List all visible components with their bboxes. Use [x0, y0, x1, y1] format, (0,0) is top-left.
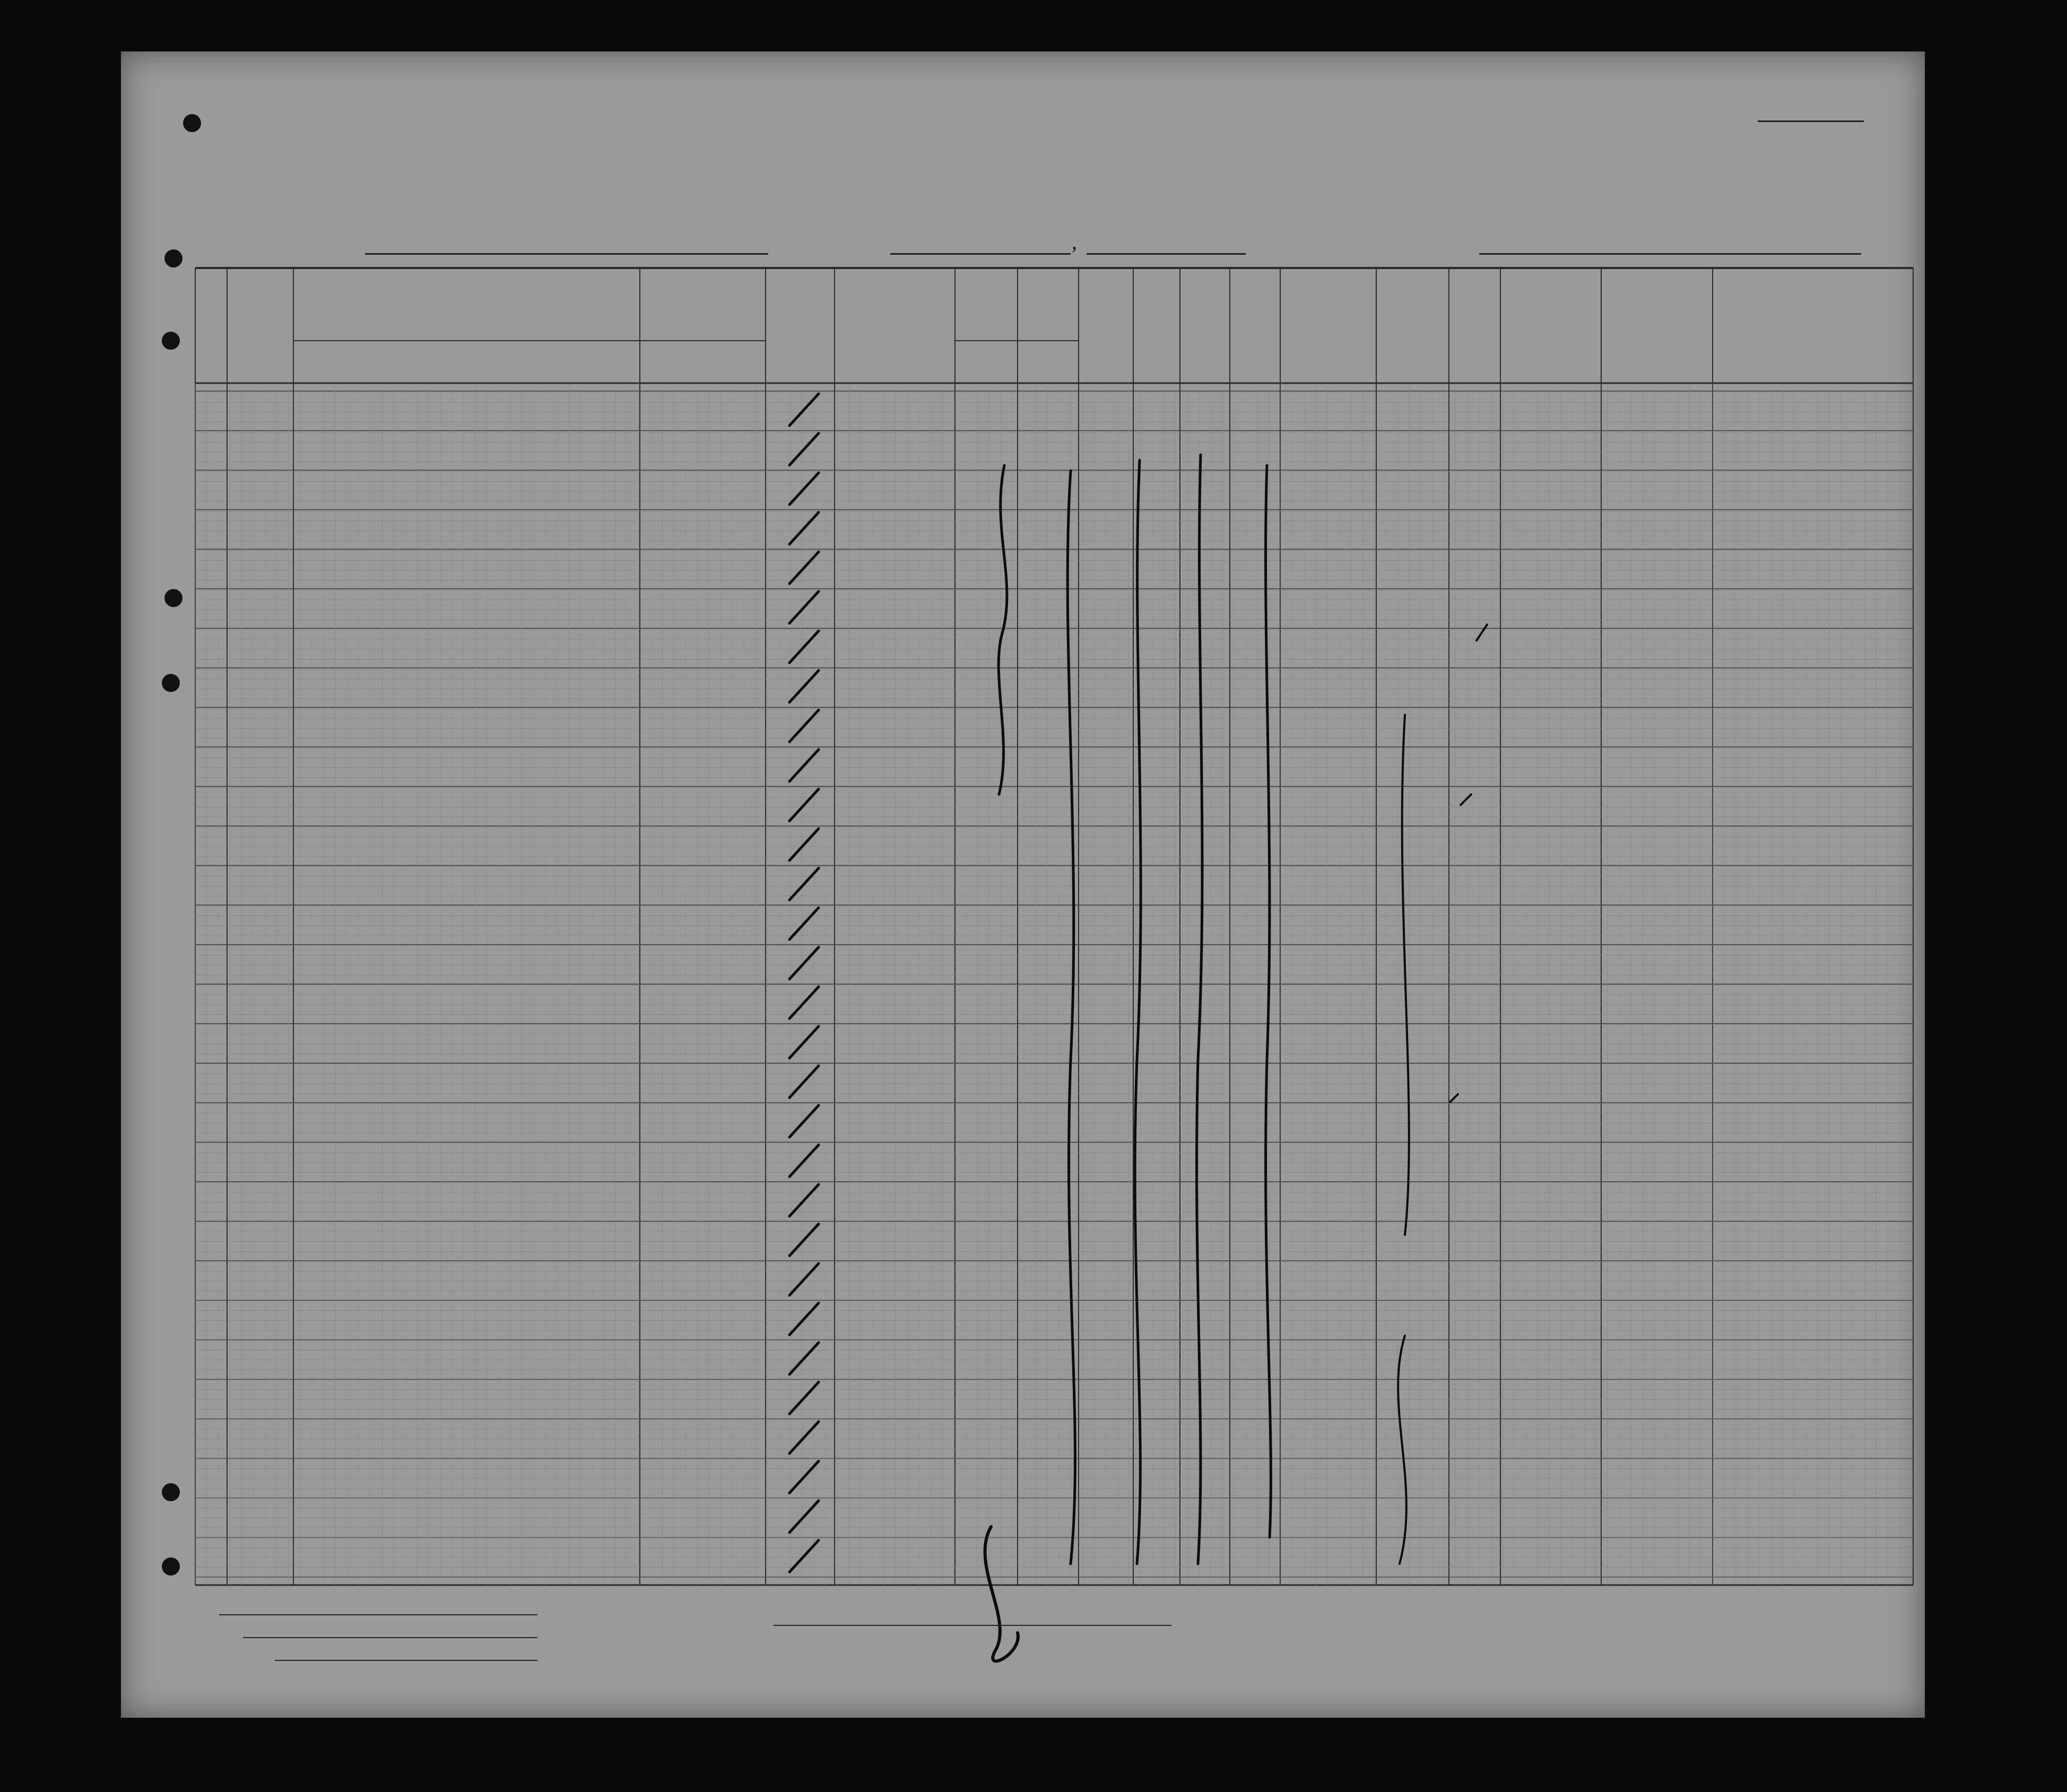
punch-hole	[162, 674, 180, 692]
punch-hole	[162, 1483, 180, 1501]
pen-stroke	[789, 394, 819, 426]
pen-stroke	[789, 434, 819, 465]
pen-stroke	[789, 868, 819, 900]
pen-stroke	[1398, 1336, 1406, 1564]
pen-stroke	[789, 631, 819, 663]
handwritten-marks	[121, 51, 1925, 1718]
pen-stroke	[1477, 625, 1487, 640]
pen-stroke	[789, 1184, 819, 1216]
pen-stroke	[789, 987, 819, 1019]
punch-hole	[183, 114, 201, 132]
pen-stroke	[1461, 794, 1471, 805]
pen-stroke	[789, 908, 819, 940]
date-comma: ,	[1072, 230, 1077, 254]
pen-stroke	[985, 1527, 1018, 1661]
pen-stroke	[789, 1343, 819, 1374]
pen-stroke	[789, 1540, 819, 1572]
punch-hole	[164, 249, 183, 267]
pen-stroke	[789, 1303, 819, 1335]
pen-stroke	[789, 473, 819, 505]
pen-stroke	[789, 513, 819, 544]
pen-stroke	[1402, 715, 1409, 1235]
pen-stroke	[789, 671, 819, 703]
pen-stroke	[789, 710, 819, 742]
pen-stroke	[789, 1105, 819, 1137]
inspector-underline	[774, 1625, 1171, 1626]
punch-hole	[164, 589, 183, 607]
pen-stroke	[1266, 465, 1271, 1537]
pen-stroke	[1135, 460, 1141, 1564]
pen-stroke	[789, 1026, 819, 1058]
pen-stroke	[789, 1066, 819, 1098]
pen-stroke	[789, 1224, 819, 1256]
pen-stroke	[1067, 471, 1075, 1564]
footer-owners-underline	[243, 1637, 537, 1638]
pen-stroke	[789, 1382, 819, 1414]
pen-stroke	[789, 789, 819, 821]
pen-stroke	[789, 947, 819, 979]
footer-line-underline	[219, 1614, 537, 1615]
pen-stroke	[789, 1501, 819, 1533]
footer-agents-underline	[275, 1660, 537, 1661]
pen-stroke	[789, 1461, 819, 1493]
pen-stroke	[789, 1145, 819, 1177]
manifest-sheet	[121, 51, 1925, 1718]
pen-stroke	[789, 1263, 819, 1295]
pen-stroke	[1450, 1094, 1458, 1102]
pen-stroke	[998, 465, 1007, 794]
pen-stroke	[789, 750, 819, 782]
pen-stroke	[789, 592, 819, 624]
pen-stroke	[789, 1422, 819, 1453]
pen-stroke	[1197, 455, 1202, 1564]
punch-hole	[162, 1557, 180, 1575]
punch-hole	[162, 332, 180, 350]
pen-stroke	[789, 829, 819, 861]
pen-stroke	[789, 552, 819, 584]
